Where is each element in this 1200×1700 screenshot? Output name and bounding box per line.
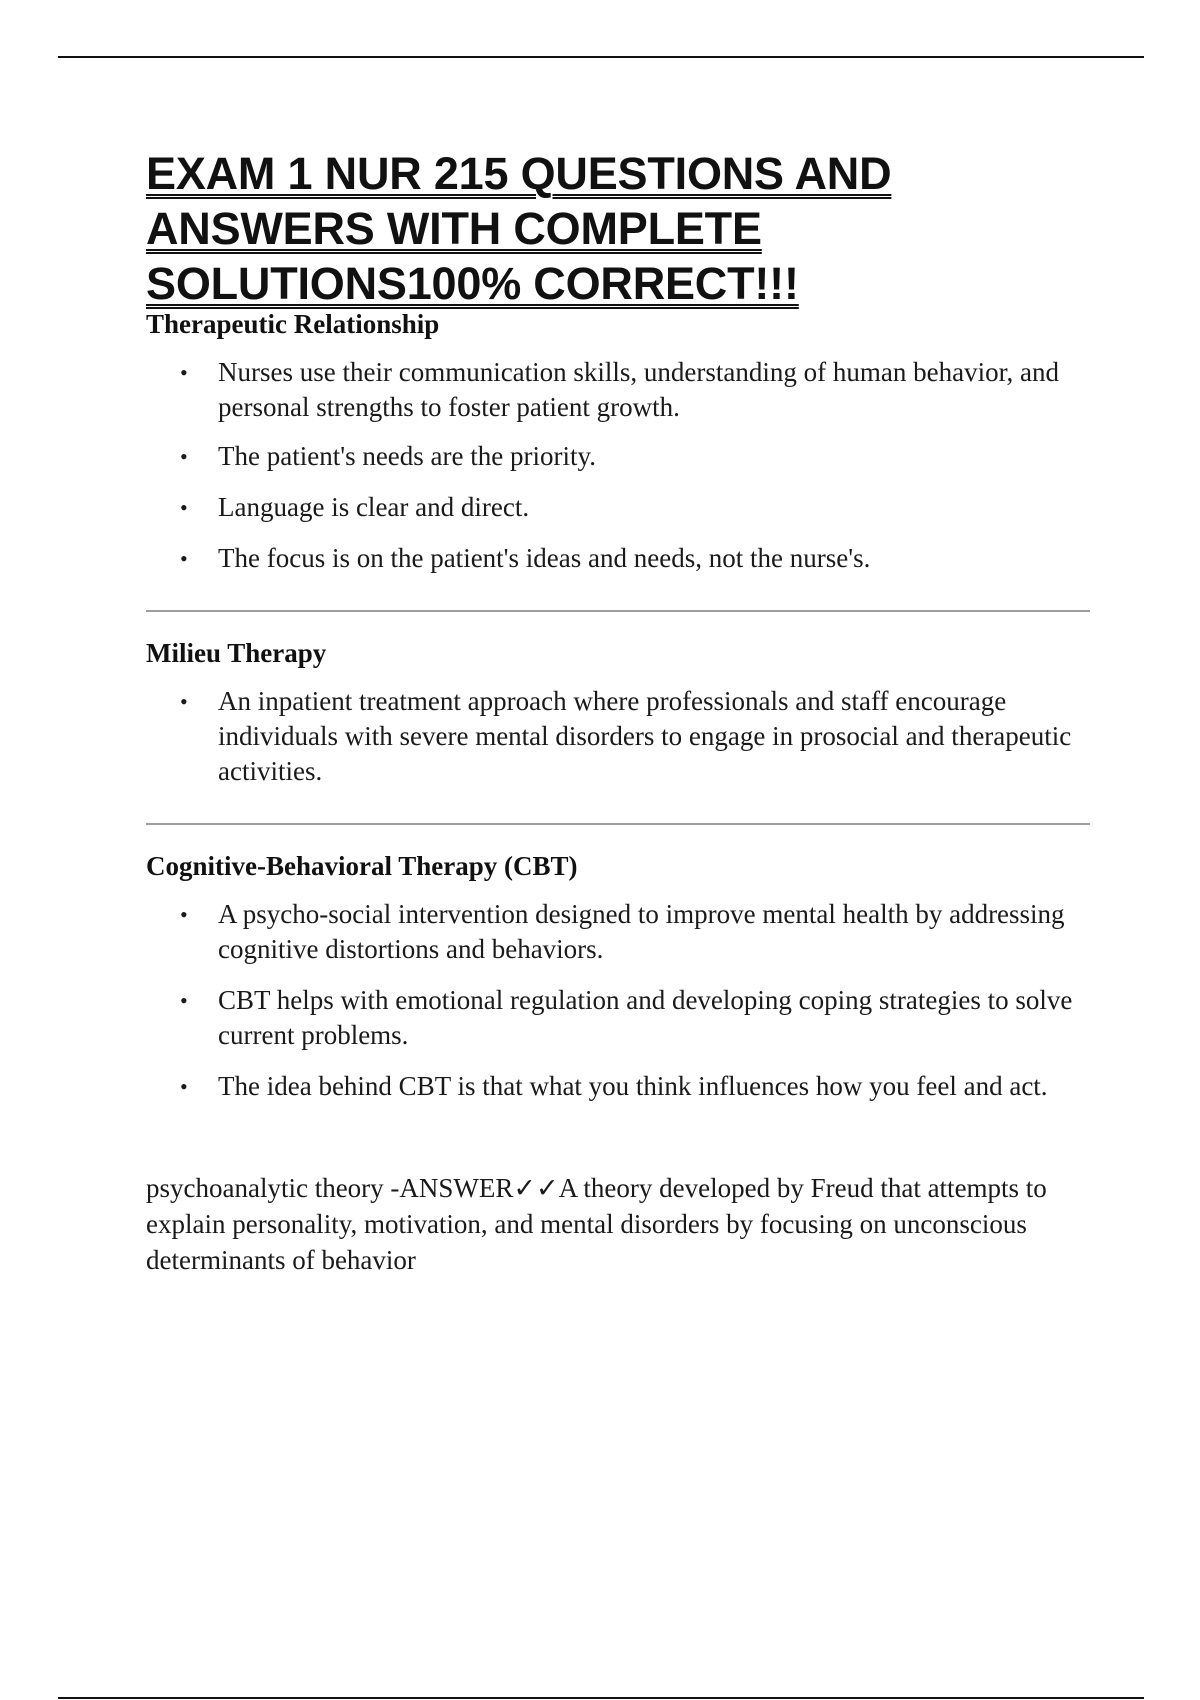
- list-item-text: Nurses use their communication skills, understanding of human behavior, and personal strengths to foster patient growth.: [218, 357, 1059, 422]
- list-item-text: Language is clear and direct.: [218, 492, 530, 522]
- bullet-icon: •: [180, 902, 188, 927]
- section-divider: [146, 823, 1090, 825]
- milieu-therapy-list: [146, 684, 1090, 789]
- bullet-icon: •: [180, 988, 188, 1013]
- list-item: [146, 541, 1090, 576]
- page-top-rule: [58, 56, 1144, 58]
- list-item: [146, 355, 1090, 425]
- list-item: [146, 490, 1090, 525]
- list-item: [146, 1069, 1090, 1104]
- section-heading-therapeutic-relationship: Therapeutic Relationship: [146, 309, 440, 339]
- document-content: [146, 146, 1090, 1278]
- section-divider: [146, 610, 1090, 612]
- list-item-text: The focus is on the patient's ideas and needs, not the nurse's.: [218, 543, 871, 573]
- list-item-text: The idea behind CBT is that what you think influences how you feel and act.: [218, 1071, 1048, 1101]
- bullet-icon: •: [180, 546, 188, 571]
- list-item-text: An inpatient treatment approach where professionals and staff encourage individuals with severe mental disorders to engage in prosocial and therapeutic activities.: [218, 686, 1072, 786]
- list-item: [146, 439, 1090, 474]
- cbt-list: [146, 897, 1090, 1104]
- document-title: EXAM 1 NUR 215 QUESTIONS AND ANSWERS WITH COMPLETE SOLUTIONS100% CORRECT!!!: [146, 148, 892, 309]
- list-item-text: CBT helps with emotional regulation and developing coping strategies to solve current problems.: [218, 985, 1073, 1050]
- bullet-icon: •: [180, 495, 188, 520]
- section-heading-cbt: Cognitive-Behavioral Therapy (CBT): [146, 851, 578, 881]
- list-item-text: The patient's needs are the priority.: [218, 441, 596, 471]
- answer-paragraph: psychoanalytic theory -ANSWER✓✓A theory developed by Freud that attempts to explain personality, motivation, and mental disorders by focusing on unconscious determinants of behavior: [146, 1173, 1047, 1275]
- therapeutic-relationship-list: [146, 355, 1090, 576]
- bullet-icon: •: [180, 444, 188, 469]
- list-item-text: A psycho-social intervention designed to improve mental health by addressing cognitive distortions and behaviors.: [218, 899, 1065, 964]
- bullet-icon: •: [180, 360, 188, 385]
- bullet-icon: •: [180, 1074, 188, 1099]
- list-item: [146, 897, 1090, 967]
- page-bottom-rule: [58, 1697, 1144, 1699]
- bullet-icon: •: [180, 689, 188, 714]
- list-item: [146, 983, 1090, 1053]
- section-heading-milieu-therapy: Milieu Therapy: [146, 638, 327, 668]
- list-item: [146, 684, 1090, 789]
